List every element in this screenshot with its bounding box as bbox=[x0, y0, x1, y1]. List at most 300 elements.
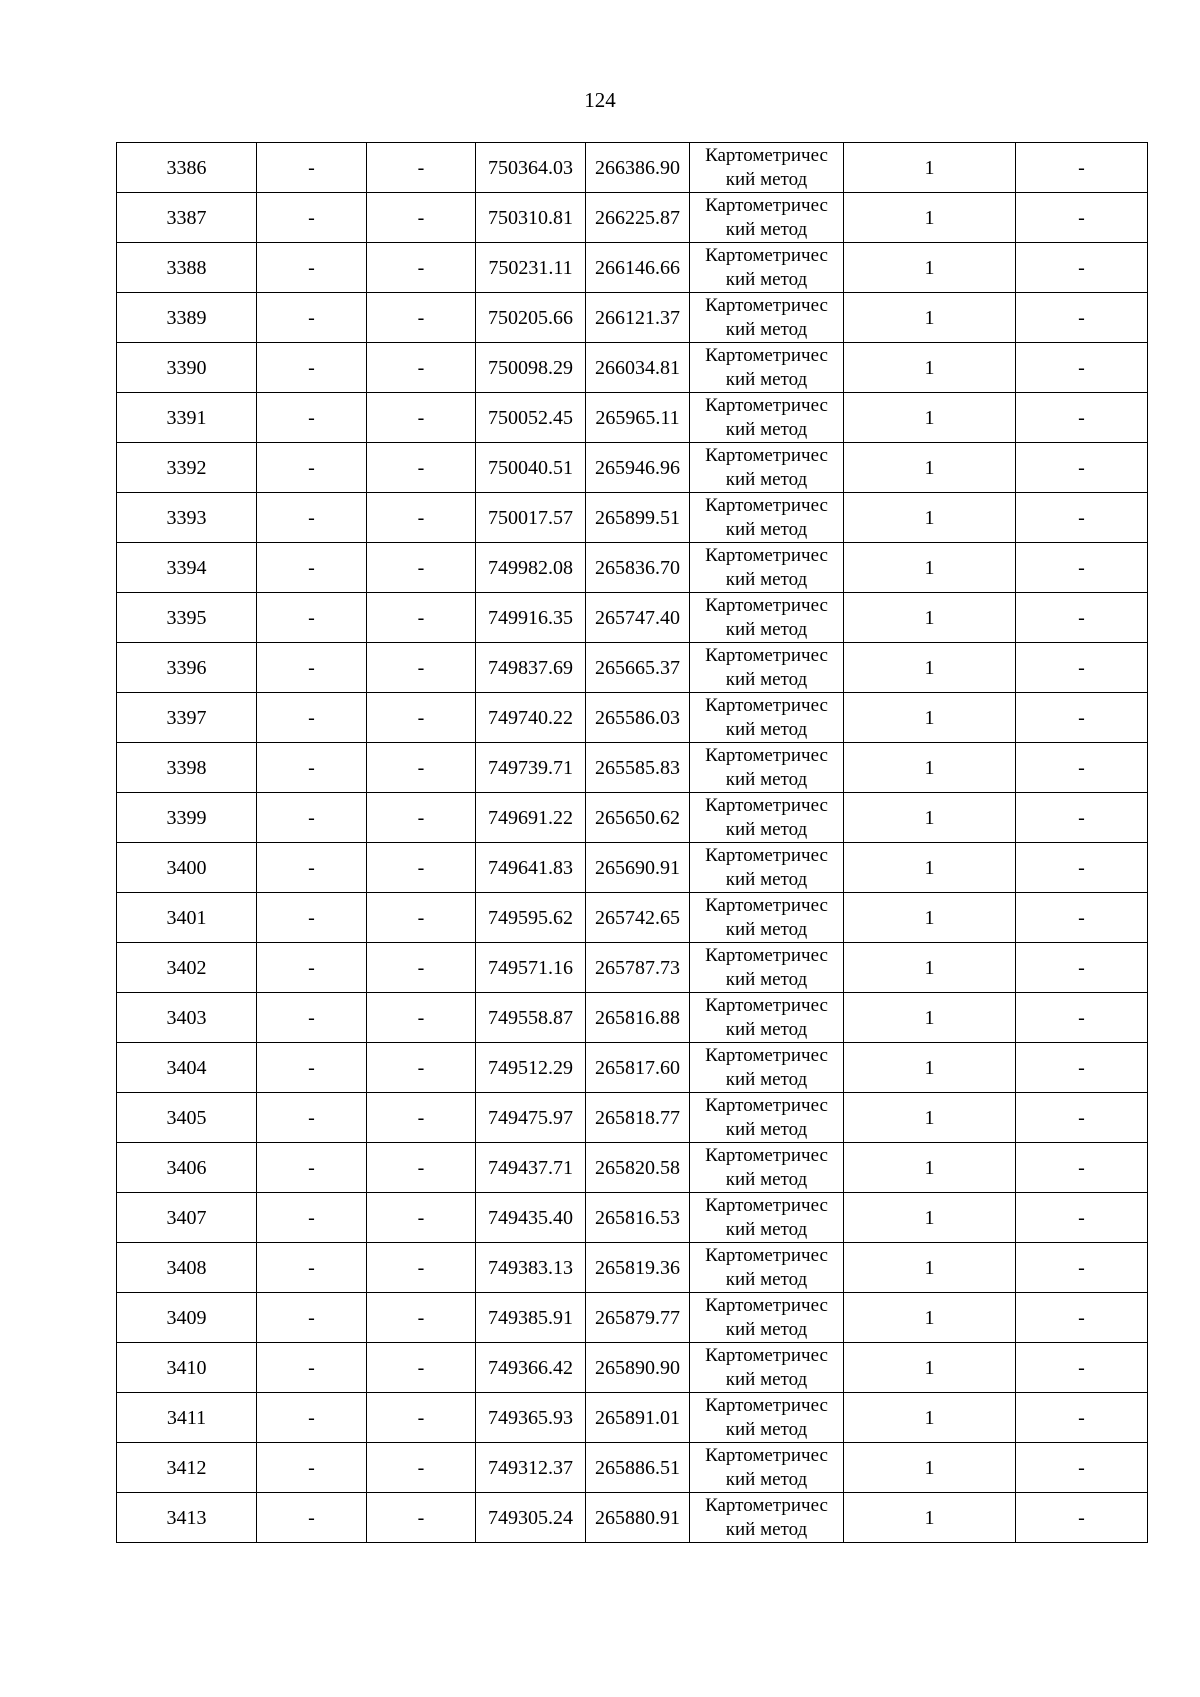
method-cell bbox=[690, 443, 844, 493]
x-coordinate-cell: 750205.66 bbox=[476, 293, 586, 343]
dash-cell: - bbox=[1016, 343, 1148, 393]
y-coordinate-cell: 265650.62 bbox=[586, 793, 690, 843]
point-number-cell: 3397 bbox=[117, 693, 257, 743]
dash-cell: - bbox=[1016, 1243, 1148, 1293]
dash-cell: - bbox=[1016, 243, 1148, 293]
method-cell bbox=[690, 1293, 844, 1343]
dash-cell: - bbox=[367, 743, 476, 793]
page-number: 124 bbox=[584, 88, 616, 112]
y-coordinate-cell: 265946.96 bbox=[586, 443, 690, 493]
dash-cell: - bbox=[257, 293, 367, 343]
table-row bbox=[117, 1093, 1148, 1143]
method-text-line1: Картометричес bbox=[705, 194, 828, 216]
method-text-line1: Картометричес bbox=[705, 1094, 828, 1116]
dash-cell: - bbox=[257, 1293, 367, 1343]
point-number-cell: 3388 bbox=[117, 243, 257, 293]
dash-cell: - bbox=[1016, 1093, 1148, 1143]
dash-cell: - bbox=[1016, 993, 1148, 1043]
dash-cell: - bbox=[257, 693, 367, 743]
dash-cell: - bbox=[257, 343, 367, 393]
accuracy-cell: 1 bbox=[844, 843, 1016, 893]
y-coordinate-cell: 265817.60 bbox=[586, 1043, 690, 1093]
y-coordinate-cell: 265585.83 bbox=[586, 743, 690, 793]
dash-cell: - bbox=[367, 143, 476, 193]
dash-cell: - bbox=[257, 143, 367, 193]
method-cell bbox=[690, 393, 844, 443]
table-row bbox=[117, 793, 1148, 843]
dash-cell: - bbox=[257, 543, 367, 593]
accuracy-cell: 1 bbox=[844, 493, 1016, 543]
y-coordinate-cell: 265690.91 bbox=[586, 843, 690, 893]
y-coordinate-cell: 265890.90 bbox=[586, 1343, 690, 1393]
coordinates-table bbox=[116, 142, 1148, 1543]
method-text-line2: кий метод bbox=[725, 1268, 808, 1290]
table-row bbox=[117, 893, 1148, 943]
y-coordinate-cell: 265818.77 bbox=[586, 1093, 690, 1143]
method-text-line2: кий метод bbox=[725, 368, 808, 390]
method-text-line2: кий метод bbox=[725, 1118, 808, 1140]
x-coordinate-cell: 749435.40 bbox=[476, 1193, 586, 1243]
dash-cell: - bbox=[367, 893, 476, 943]
method-text-line1: Картометричес bbox=[705, 694, 828, 716]
dash-cell: - bbox=[257, 1043, 367, 1093]
x-coordinate-cell: 749641.83 bbox=[476, 843, 586, 893]
accuracy-cell: 1 bbox=[844, 243, 1016, 293]
point-number-cell: 3406 bbox=[117, 1143, 257, 1193]
dash-cell: - bbox=[1016, 1143, 1148, 1193]
accuracy-cell: 1 bbox=[844, 1443, 1016, 1493]
table-row bbox=[117, 943, 1148, 993]
table-row bbox=[117, 243, 1148, 293]
accuracy-cell: 1 bbox=[844, 1493, 1016, 1543]
x-coordinate-cell: 749437.71 bbox=[476, 1143, 586, 1193]
dash-cell: - bbox=[1016, 1343, 1148, 1393]
method-text-line1: Картометричес bbox=[705, 1294, 828, 1316]
x-coordinate-cell: 749916.35 bbox=[476, 593, 586, 643]
method-cell bbox=[690, 143, 844, 193]
y-coordinate-cell: 266386.90 bbox=[586, 143, 690, 193]
y-coordinate-cell: 265819.36 bbox=[586, 1243, 690, 1293]
dash-cell: - bbox=[367, 1343, 476, 1393]
point-number-cell: 3404 bbox=[117, 1043, 257, 1093]
accuracy-cell: 1 bbox=[844, 143, 1016, 193]
method-cell bbox=[690, 343, 844, 393]
point-number-cell: 3386 bbox=[117, 143, 257, 193]
method-text-line1: Картометричес bbox=[705, 294, 828, 316]
y-coordinate-cell: 265836.70 bbox=[586, 543, 690, 593]
method-text-line2: кий метод bbox=[725, 1018, 808, 1040]
dash-cell: - bbox=[1016, 943, 1148, 993]
method-cell bbox=[690, 193, 844, 243]
method-text-line1: Картометричес bbox=[705, 844, 828, 866]
accuracy-cell: 1 bbox=[844, 1193, 1016, 1243]
point-number-cell: 3389 bbox=[117, 293, 257, 343]
table-row bbox=[117, 393, 1148, 443]
dash-cell: - bbox=[367, 1193, 476, 1243]
dash-cell: - bbox=[367, 193, 476, 243]
dash-cell: - bbox=[1016, 893, 1148, 943]
method-text-line1: Картометричес bbox=[705, 1244, 828, 1266]
method-text-line1: Картометричес bbox=[705, 494, 828, 516]
dash-cell: - bbox=[367, 843, 476, 893]
x-coordinate-cell: 750040.51 bbox=[476, 443, 586, 493]
method-cell bbox=[690, 293, 844, 343]
point-number-cell: 3390 bbox=[117, 343, 257, 393]
method-text-line2: кий метод bbox=[725, 418, 808, 440]
method-text-line2: кий метод bbox=[725, 1418, 808, 1440]
point-number-cell: 3396 bbox=[117, 643, 257, 693]
method-cell bbox=[690, 493, 844, 543]
table-row bbox=[117, 743, 1148, 793]
point-number-cell: 3387 bbox=[117, 193, 257, 243]
dash-cell: - bbox=[1016, 493, 1148, 543]
method-text-line1: Картометричес bbox=[705, 1194, 828, 1216]
dash-cell: - bbox=[367, 1443, 476, 1493]
accuracy-cell: 1 bbox=[844, 1143, 1016, 1193]
dash-cell: - bbox=[1016, 393, 1148, 443]
y-coordinate-cell: 265816.53 bbox=[586, 1193, 690, 1243]
x-coordinate-cell: 749739.71 bbox=[476, 743, 586, 793]
y-coordinate-cell: 266034.81 bbox=[586, 343, 690, 393]
method-text-line1: Картометричес bbox=[705, 1144, 828, 1166]
method-text-line2: кий метод bbox=[725, 268, 808, 290]
method-text-line2: кий метод bbox=[725, 1168, 808, 1190]
dash-cell: - bbox=[1016, 593, 1148, 643]
dash-cell: - bbox=[1016, 793, 1148, 843]
method-text-line2: кий метод bbox=[725, 1318, 808, 1340]
method-text-line2: кий метод bbox=[725, 968, 808, 990]
method-cell bbox=[690, 693, 844, 743]
x-coordinate-cell: 749558.87 bbox=[476, 993, 586, 1043]
dash-cell: - bbox=[1016, 193, 1148, 243]
dash-cell: - bbox=[1016, 1393, 1148, 1443]
point-number-cell: 3405 bbox=[117, 1093, 257, 1143]
method-cell bbox=[690, 1193, 844, 1243]
accuracy-cell: 1 bbox=[844, 693, 1016, 743]
dash-cell: - bbox=[367, 1393, 476, 1443]
dash-cell: - bbox=[257, 193, 367, 243]
dash-cell: - bbox=[1016, 543, 1148, 593]
method-text-line1: Картометричес bbox=[705, 744, 828, 766]
table-row bbox=[117, 1393, 1148, 1443]
accuracy-cell: 1 bbox=[844, 543, 1016, 593]
dash-cell: - bbox=[257, 893, 367, 943]
point-number-cell: 3409 bbox=[117, 1293, 257, 1343]
accuracy-cell: 1 bbox=[844, 893, 1016, 943]
x-coordinate-cell: 749595.62 bbox=[476, 893, 586, 943]
accuracy-cell: 1 bbox=[844, 1293, 1016, 1343]
y-coordinate-cell: 266121.37 bbox=[586, 293, 690, 343]
method-text-line1: Картометричес bbox=[705, 1344, 828, 1366]
point-number-cell: 3403 bbox=[117, 993, 257, 1043]
method-cell bbox=[690, 643, 844, 693]
method-text-line2: кий метод bbox=[725, 868, 808, 890]
method-cell bbox=[690, 1443, 844, 1493]
method-text-line1: Картометричес bbox=[705, 1444, 828, 1466]
x-coordinate-cell: 749365.93 bbox=[476, 1393, 586, 1443]
method-text-line2: кий метод bbox=[725, 518, 808, 540]
method-text-line2: кий метод bbox=[725, 818, 808, 840]
method-cell bbox=[690, 1043, 844, 1093]
dash-cell: - bbox=[1016, 1443, 1148, 1493]
y-coordinate-cell: 265886.51 bbox=[586, 1443, 690, 1493]
method-text-line1: Картометричес bbox=[705, 344, 828, 366]
method-text-line2: кий метод bbox=[725, 918, 808, 940]
method-cell bbox=[690, 943, 844, 993]
method-cell bbox=[690, 843, 844, 893]
point-number-cell: 3413 bbox=[117, 1493, 257, 1543]
table-row bbox=[117, 493, 1148, 543]
method-cell bbox=[690, 1243, 844, 1293]
dash-cell: - bbox=[257, 943, 367, 993]
method-text-line2: кий метод bbox=[725, 218, 808, 240]
table-row bbox=[117, 593, 1148, 643]
x-coordinate-cell: 749383.13 bbox=[476, 1243, 586, 1293]
accuracy-cell: 1 bbox=[844, 793, 1016, 843]
method-text-line2: кий метод bbox=[725, 618, 808, 640]
y-coordinate-cell: 265879.77 bbox=[586, 1293, 690, 1343]
y-coordinate-cell: 265747.40 bbox=[586, 593, 690, 643]
dash-cell: - bbox=[257, 1343, 367, 1393]
dash-cell: - bbox=[257, 1243, 367, 1293]
point-number-cell: 3401 bbox=[117, 893, 257, 943]
method-cell bbox=[690, 1093, 844, 1143]
x-coordinate-cell: 749837.69 bbox=[476, 643, 586, 693]
table-row bbox=[117, 1193, 1148, 1243]
method-cell bbox=[690, 793, 844, 843]
point-number-cell: 3402 bbox=[117, 943, 257, 993]
method-text-line2: кий метод bbox=[725, 1368, 808, 1390]
y-coordinate-cell: 265586.03 bbox=[586, 693, 690, 743]
y-coordinate-cell: 265880.91 bbox=[586, 1493, 690, 1543]
y-coordinate-cell: 265742.65 bbox=[586, 893, 690, 943]
table-row bbox=[117, 643, 1148, 693]
x-coordinate-cell: 749366.42 bbox=[476, 1343, 586, 1393]
method-text-line1: Картометричес bbox=[705, 394, 828, 416]
table-row bbox=[117, 693, 1148, 743]
dash-cell: - bbox=[257, 1093, 367, 1143]
y-coordinate-cell: 265899.51 bbox=[586, 493, 690, 543]
dash-cell: - bbox=[257, 843, 367, 893]
dash-cell: - bbox=[257, 793, 367, 843]
x-coordinate-cell: 749740.22 bbox=[476, 693, 586, 743]
x-coordinate-cell: 750017.57 bbox=[476, 493, 586, 543]
table-row bbox=[117, 843, 1148, 893]
accuracy-cell: 1 bbox=[844, 393, 1016, 443]
dash-cell: - bbox=[257, 643, 367, 693]
dash-cell: - bbox=[367, 443, 476, 493]
dash-cell: - bbox=[257, 1193, 367, 1243]
table-row bbox=[117, 1293, 1148, 1343]
x-coordinate-cell: 749385.91 bbox=[476, 1293, 586, 1343]
method-text-line1: Картометричес bbox=[705, 794, 828, 816]
method-cell bbox=[690, 1493, 844, 1543]
dash-cell: - bbox=[257, 243, 367, 293]
dash-cell: - bbox=[1016, 143, 1148, 193]
method-text-line1: Картометричес bbox=[705, 944, 828, 966]
table-row bbox=[117, 543, 1148, 593]
y-coordinate-cell: 266146.66 bbox=[586, 243, 690, 293]
point-number-cell: 3399 bbox=[117, 793, 257, 843]
dash-cell: - bbox=[1016, 1293, 1148, 1343]
dash-cell: - bbox=[367, 1243, 476, 1293]
point-number-cell: 3393 bbox=[117, 493, 257, 543]
table-row bbox=[117, 993, 1148, 1043]
x-coordinate-cell: 749571.16 bbox=[476, 943, 586, 993]
dash-cell: - bbox=[1016, 293, 1148, 343]
table-row bbox=[117, 1443, 1148, 1493]
dash-cell: - bbox=[367, 693, 476, 743]
point-number-cell: 3412 bbox=[117, 1443, 257, 1493]
dash-cell: - bbox=[367, 243, 476, 293]
dash-cell: - bbox=[367, 643, 476, 693]
y-coordinate-cell: 265787.73 bbox=[586, 943, 690, 993]
dash-cell: - bbox=[367, 493, 476, 543]
method-text-line2: кий метод bbox=[725, 468, 808, 490]
table-row bbox=[117, 193, 1148, 243]
table-row bbox=[117, 143, 1148, 193]
accuracy-cell: 1 bbox=[844, 593, 1016, 643]
dash-cell: - bbox=[367, 343, 476, 393]
dash-cell: - bbox=[367, 1093, 476, 1143]
point-number-cell: 3408 bbox=[117, 1243, 257, 1293]
method-text-line1: Картометричес bbox=[705, 994, 828, 1016]
dash-cell: - bbox=[367, 793, 476, 843]
accuracy-cell: 1 bbox=[844, 943, 1016, 993]
accuracy-cell: 1 bbox=[844, 743, 1016, 793]
accuracy-cell: 1 bbox=[844, 343, 1016, 393]
dash-cell: - bbox=[257, 743, 367, 793]
dash-cell: - bbox=[367, 1493, 476, 1543]
method-cell bbox=[690, 543, 844, 593]
method-text-line1: Картометричес bbox=[705, 1044, 828, 1066]
dash-cell: - bbox=[367, 943, 476, 993]
dash-cell: - bbox=[257, 1493, 367, 1543]
accuracy-cell: 1 bbox=[844, 443, 1016, 493]
x-coordinate-cell: 750052.45 bbox=[476, 393, 586, 443]
table-row bbox=[117, 1343, 1148, 1393]
dash-cell: - bbox=[1016, 693, 1148, 743]
point-number-cell: 3410 bbox=[117, 1343, 257, 1393]
dash-cell: - bbox=[257, 443, 367, 493]
accuracy-cell: 1 bbox=[844, 993, 1016, 1043]
dash-cell: - bbox=[257, 393, 367, 443]
dash-cell: - bbox=[367, 543, 476, 593]
x-coordinate-cell: 750098.29 bbox=[476, 343, 586, 393]
dash-cell: - bbox=[1016, 443, 1148, 493]
accuracy-cell: 1 bbox=[844, 193, 1016, 243]
method-text-line2: кий метод bbox=[725, 1068, 808, 1090]
point-number-cell: 3394 bbox=[117, 543, 257, 593]
method-cell bbox=[690, 1343, 844, 1393]
y-coordinate-cell: 265891.01 bbox=[586, 1393, 690, 1443]
dash-cell: - bbox=[257, 1443, 367, 1493]
dash-cell: - bbox=[1016, 1493, 1148, 1543]
method-text-line1: Картометричес bbox=[705, 1494, 828, 1516]
dash-cell: - bbox=[1016, 1193, 1148, 1243]
y-coordinate-cell: 265816.88 bbox=[586, 993, 690, 1043]
method-text-line1: Картометричес bbox=[705, 1394, 828, 1416]
y-coordinate-cell: 265665.37 bbox=[586, 643, 690, 693]
method-cell bbox=[690, 1393, 844, 1443]
table-row bbox=[117, 1043, 1148, 1093]
method-text-line2: кий метод bbox=[725, 1468, 808, 1490]
table-body bbox=[117, 143, 1148, 1543]
dash-cell: - bbox=[1016, 643, 1148, 693]
method-cell bbox=[690, 993, 844, 1043]
method-text-line1: Картометричес bbox=[705, 594, 828, 616]
x-coordinate-cell: 749512.29 bbox=[476, 1043, 586, 1093]
accuracy-cell: 1 bbox=[844, 1393, 1016, 1443]
dash-cell: - bbox=[257, 1143, 367, 1193]
point-number-cell: 3400 bbox=[117, 843, 257, 893]
method-text-line2: кий метод bbox=[725, 768, 808, 790]
method-text-line2: кий метод bbox=[725, 168, 808, 190]
point-number-cell: 3395 bbox=[117, 593, 257, 643]
y-coordinate-cell: 265965.11 bbox=[586, 393, 690, 443]
point-number-cell: 3398 bbox=[117, 743, 257, 793]
method-text-line1: Картометричес bbox=[705, 894, 828, 916]
dash-cell: - bbox=[257, 1393, 367, 1443]
dash-cell: - bbox=[367, 393, 476, 443]
accuracy-cell: 1 bbox=[844, 1243, 1016, 1293]
dash-cell: - bbox=[367, 593, 476, 643]
y-coordinate-cell: 265820.58 bbox=[586, 1143, 690, 1193]
method-text-line2: кий метод bbox=[725, 718, 808, 740]
point-number-cell: 3392 bbox=[117, 443, 257, 493]
table-row bbox=[117, 1493, 1148, 1543]
x-coordinate-cell: 749475.97 bbox=[476, 1093, 586, 1143]
method-cell bbox=[690, 243, 844, 293]
dash-cell: - bbox=[367, 993, 476, 1043]
x-coordinate-cell: 750364.03 bbox=[476, 143, 586, 193]
dash-cell: - bbox=[257, 493, 367, 543]
dash-cell: - bbox=[1016, 743, 1148, 793]
method-text-line2: кий метод bbox=[725, 318, 808, 340]
x-coordinate-cell: 749312.37 bbox=[476, 1443, 586, 1493]
dash-cell: - bbox=[367, 293, 476, 343]
point-number-cell: 3407 bbox=[117, 1193, 257, 1243]
x-coordinate-cell: 749305.24 bbox=[476, 1493, 586, 1543]
dash-cell: - bbox=[367, 1143, 476, 1193]
accuracy-cell: 1 bbox=[844, 1093, 1016, 1143]
x-coordinate-cell: 749691.22 bbox=[476, 793, 586, 843]
method-text-line2: кий метод bbox=[725, 1518, 808, 1540]
x-coordinate-cell: 750310.81 bbox=[476, 193, 586, 243]
x-coordinate-cell: 749982.08 bbox=[476, 543, 586, 593]
point-number-cell: 3411 bbox=[117, 1393, 257, 1443]
accuracy-cell: 1 bbox=[844, 293, 1016, 343]
dash-cell: - bbox=[1016, 843, 1148, 893]
x-coordinate-cell: 750231.11 bbox=[476, 243, 586, 293]
table-row bbox=[117, 1143, 1148, 1193]
dash-cell: - bbox=[257, 993, 367, 1043]
method-cell bbox=[690, 593, 844, 643]
method-text-line1: Картометричес bbox=[705, 644, 828, 666]
dash-cell: - bbox=[367, 1293, 476, 1343]
dash-cell: - bbox=[367, 1043, 476, 1093]
method-text-line2: кий метод bbox=[725, 1218, 808, 1240]
dash-cell: - bbox=[257, 593, 367, 643]
method-text-line2: кий метод bbox=[725, 568, 808, 590]
method-text-line1: Картометричес bbox=[705, 244, 828, 266]
method-text-line1: Картометричес bbox=[705, 544, 828, 566]
accuracy-cell: 1 bbox=[844, 643, 1016, 693]
method-text-line1: Картометричес bbox=[705, 144, 828, 166]
y-coordinate-cell: 266225.87 bbox=[586, 193, 690, 243]
method-cell bbox=[690, 1143, 844, 1193]
accuracy-cell: 1 bbox=[844, 1343, 1016, 1393]
